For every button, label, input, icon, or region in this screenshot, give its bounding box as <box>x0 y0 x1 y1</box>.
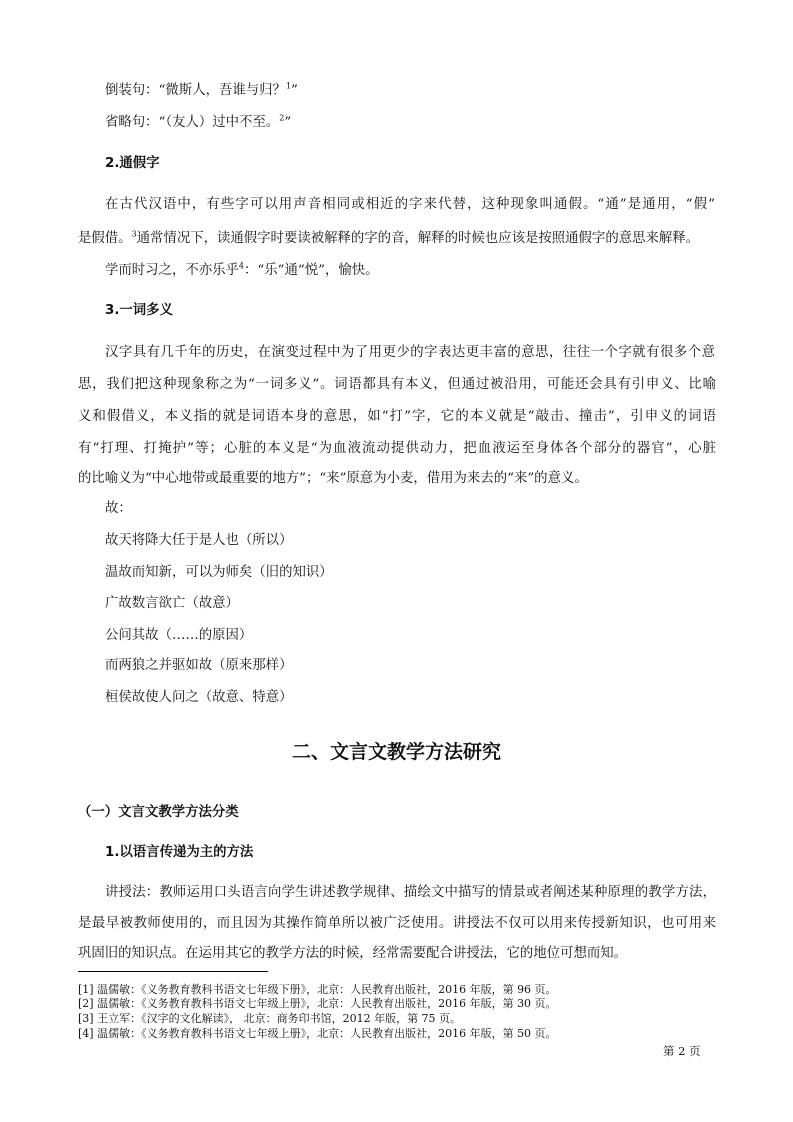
page-number: 第 2 页 <box>663 1044 701 1058</box>
section-title: 二、文言文教学方法研究 <box>291 741 501 763</box>
text: ” <box>284 115 292 130</box>
footnote: [1] 温儒敏：《义务教育教科书语文七年级下册》，北京：人民教育出版社，2016 年版，第 96 页。 <box>78 983 557 996</box>
paragraph-line: 有“打理、打掩护”等；心脏的本义是“为血液流动提供动力，把血液运至身体各个部分的器官”，心脏 <box>78 441 716 456</box>
gu-label: 故： <box>105 501 132 516</box>
text: ” <box>291 83 298 98</box>
paragraph-line: 思，我们把这种现象称之为“一词多义”。词语都具有本义，但通过被沿用，可能还会具有引申义、比喻 <box>78 377 716 392</box>
gu-example: 公问其故（……的原因） <box>105 628 253 643</box>
text: 是假借。 <box>78 231 132 246</box>
paragraph-line: 在古代汉语中，有些字可以用声音相同或相近的字来代替，这种现象叫通假。“通”是通用，“假” <box>105 197 715 212</box>
tongjiazi-example <box>105 262 379 280</box>
gu-example: 桓侯故使人问之（故意、特意） <box>105 690 293 705</box>
gu-example: 广故数言欲亡（故意） <box>105 596 239 611</box>
paragraph-line: 讲授法：教师运用口头语言向学生讲述教学规律、描绘文中描写的情景或者阐述某种原理的教学方法， <box>105 885 716 900</box>
text: 省略句：“（友人）过中不至。 <box>105 115 280 130</box>
heading-tongjiazi: 2.通假字 <box>105 156 160 171</box>
heading-method-category: （一）文言文教学方法分类 <box>78 805 239 820</box>
paragraph-line: 义和假借义，本义指的就是词语本身的意思，如“打”字，它的本义就是“敲击、撞击”，引申义的词语 <box>78 409 716 424</box>
inverted-sentence-example <box>105 82 298 100</box>
paragraph-line: 的比喻义为“中心地带或最重要的地方”；“来”原意为小麦，借用为来去的“来”的意义。 <box>78 471 588 486</box>
footnote: [2] 温儒敏：《义务教育教科书语文七年级上册》，北京：人民教育出版社，2016 年版，第 30 页。 <box>78 997 557 1010</box>
gu-example: 而两狼之并驱如故（原来那样） <box>105 658 293 673</box>
footnote-ref[interactable]: 1 <box>285 81 292 91</box>
text: 学而时习之，不亦乐乎 <box>105 263 239 278</box>
footnote-ref[interactable]: 3 <box>131 229 137 239</box>
heading-polysemy: 3.一词多义 <box>105 303 173 318</box>
text: ：“乐”通“悦”，愉快。 <box>244 263 379 278</box>
paragraph-line: 是最早被教师使用的，而且因为其操作简单所以被广泛使用。讲授法不仅可以用来传授新知识，也可用来 <box>78 916 716 931</box>
footnote: [3] 王立军：《汉字的文化解读》， 北京：商务印书馆，2012 年版，第 75 页。 <box>78 1012 462 1025</box>
text: 通常情况下，读通假字时要读被解释的字的音，解释的时候也应该是按照通假字的意思来解释。 <box>136 231 700 246</box>
text: 倒装句：“微斯人，吾谁与归？ <box>105 83 286 98</box>
paragraph-line: 汉字具有几千年的历史，在演变过程中为了用更少的字表达更丰富的意思，往往一个字就有很多个意 <box>105 345 715 360</box>
footnote-ref[interactable]: 4 <box>238 261 244 271</box>
omitted-sentence-example <box>105 114 291 132</box>
heading-language-method: 1.以语言传递为主的方法 <box>105 845 254 860</box>
gu-example: 温故而知新，可以为师矣（旧的知识） <box>105 565 333 580</box>
gu-example: 故天将降大任于是人也（所以） <box>105 533 293 548</box>
paragraph-line <box>78 230 699 248</box>
footnote-divider <box>78 971 268 972</box>
footnote: [4] 温儒敏：《义务教育教科书语文七年级上册》，北京：人民教育出版社，2016 年版，第 50 页。 <box>78 1027 557 1040</box>
paragraph-line: 巩固旧的知识点。在运用其它的教学方法的时候，经常需要配合讲授法，它的地位可想而知。 <box>78 946 628 961</box>
footnote-ref[interactable]: 2 <box>279 113 285 123</box>
